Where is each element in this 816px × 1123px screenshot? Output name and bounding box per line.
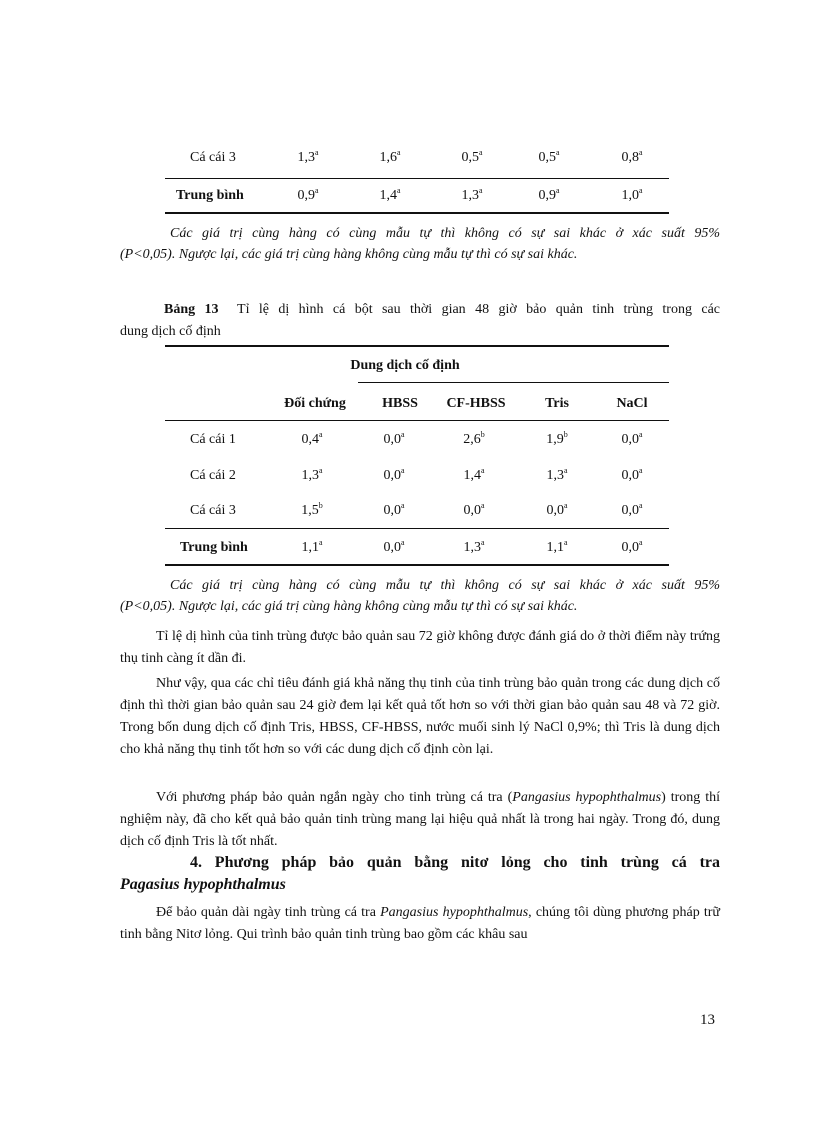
page-number: 13 [700,1012,715,1028]
row-label: Cá cái 3 [190,150,236,165]
paragraph: Như vậy, qua các chỉ tiêu đánh giá khả năng thụ tinh của tinh trùng bảo quản trong các dung dịch cố định thì thời gian bảo quản sau 24 giờ đem lại kết quả tốt hơn so với thời gian bảo quản sau 48 và 72 giờ. Trong bốn dung dịch cố định Tris, HBSS, CF-HBSS, nước muối sinh lý NaCl 0,9%; thì Tris là dung dịch cho khả năng thụ tinh tốt hơn so với các dung dịch cố định còn lại. [120,676,720,757]
paragraph: Với phương pháp bảo quản ngắn ngày cho tinh trùng cá tra (Pangasius hypophthalmus) trong thí nghiệm này, đã cho kết quả bảo quản tinh trùng mang lại hiệu quả nhất là trong hai ngày. Trong đó, dung dịch cố định Tris là tốt nhất. [120,790,721,849]
table-cell: 0,0$^a$ [621,538,643,555]
section-heading [120,852,720,896]
table-cell: 1,1$^a$ [301,538,323,555]
column-header: HBSS [382,396,418,411]
table-cell: 0,8$^a$ [621,148,643,165]
table-note [120,575,720,617]
table-rule [165,528,669,529]
caption-text: dung dịch cố định [120,324,221,339]
table-cell: 0,4$^a$ [301,430,323,447]
table-cell: 0,0$^a$ [621,430,643,447]
table-cell: 0,5$^a$ [461,148,483,165]
row-label: Cá cái 2 [190,468,236,483]
caption-label: Bảng 13 [164,302,219,317]
table-rule [165,345,669,347]
heading-species: Pagasius hypophthalmus [120,876,286,893]
table-cell: 1,9$^b$ [546,430,568,447]
table-cell: 1,3$^a$ [297,148,319,165]
table-cell: 0,0$^a$ [383,501,405,518]
row-label: Trung bình [180,540,248,555]
table-cell: 1,3$^a$ [461,186,483,203]
heading-text: 4. Phương pháp bảo quản bằng nitơ lỏng cho tinh trùng cá tra [190,854,720,871]
table-cell: 0,0$^a$ [546,501,568,518]
table-cell: 1,4$^a$ [379,186,401,203]
group-header: Dung dịch cố định [350,358,460,373]
table-rule [165,178,669,179]
paragraph: Để bảo quản dài ngày tinh trùng cá tra Pangasius hypophthalmus, chúng tôi dùng phương pháp trữ tinh bằng Nitơ lỏng. Qui trình bảo quản tinh trùng bao gồm các khâu sau [120,905,721,942]
column-header: CF-HBSS [446,396,506,411]
note-line: (P<0,05). Ngược lại, các giá trị cùng hàng không cùng mẫu tự thì có sự sai khác. [120,599,578,614]
table-cell: 1,0$^a$ [621,186,643,203]
row-label: Cá cái 3 [190,503,236,518]
table-cell: 0,9$^a$ [297,186,319,203]
table-rule [165,564,669,566]
table-cell: 2,6$^b$ [463,430,485,447]
table-rule [165,212,669,214]
table-cell: 1,1$^a$ [546,538,568,555]
table-cell: 1,4$^a$ [463,466,485,483]
table-cell: 0,0$^a$ [383,430,405,447]
column-header: Tris [545,396,569,411]
table-note [120,223,720,265]
column-header: Đối chứng [284,396,346,411]
species-name: Pangasius hypophthalmus [512,790,662,805]
table-cell: 1,6$^a$ [379,148,401,165]
note-line: Các giá trị cùng hàng có cùng mẫu tự thì không có sự sai khác ở xác suất 95% [170,226,720,241]
table-cell: 1,3$^a$ [301,466,323,483]
note-line: (P<0,05). Ngược lại, các giá trị cùng hàng không cùng mẫu tự thì có sự sai khác. [120,247,578,262]
table-cell: 0,0$^a$ [383,466,405,483]
table-rule [165,420,669,421]
table-cell: 0,9$^a$ [538,186,560,203]
column-header: NaCl [616,396,648,411]
row-label: Trung bình [176,188,244,203]
table-cell: 0,0$^a$ [621,466,643,483]
paragraph: Tỉ lệ dị hình của tinh trùng được bảo quản sau 72 giờ không được đánh giá do ở thời điểm này trứng thụ tinh càng ít dần đi. [120,629,720,666]
table-cell: 0,5$^a$ [538,148,560,165]
note-line: Các giá trị cùng hàng có cùng mẫu tự thì không có sự sai khác ở xác suất 95% [170,578,720,593]
species-name: Pangasius hypophthalmus [380,905,529,920]
table-caption [120,299,720,343]
table-cell: 1,3$^a$ [463,538,485,555]
table-cell: 1,3$^a$ [546,466,568,483]
caption-text: Tỉ lệ dị hình cá bột sau thời gian 48 giờ bảo quản tinh trùng trong các [237,302,720,317]
table-cell: 0,0$^a$ [463,501,485,518]
table-rule [358,382,669,383]
table-cell: 0,0$^a$ [383,538,405,555]
table-cell: 1,5$^b$ [301,501,323,518]
row-label: Cá cái 1 [190,432,236,447]
table-cell: 0,0$^a$ [621,501,643,518]
